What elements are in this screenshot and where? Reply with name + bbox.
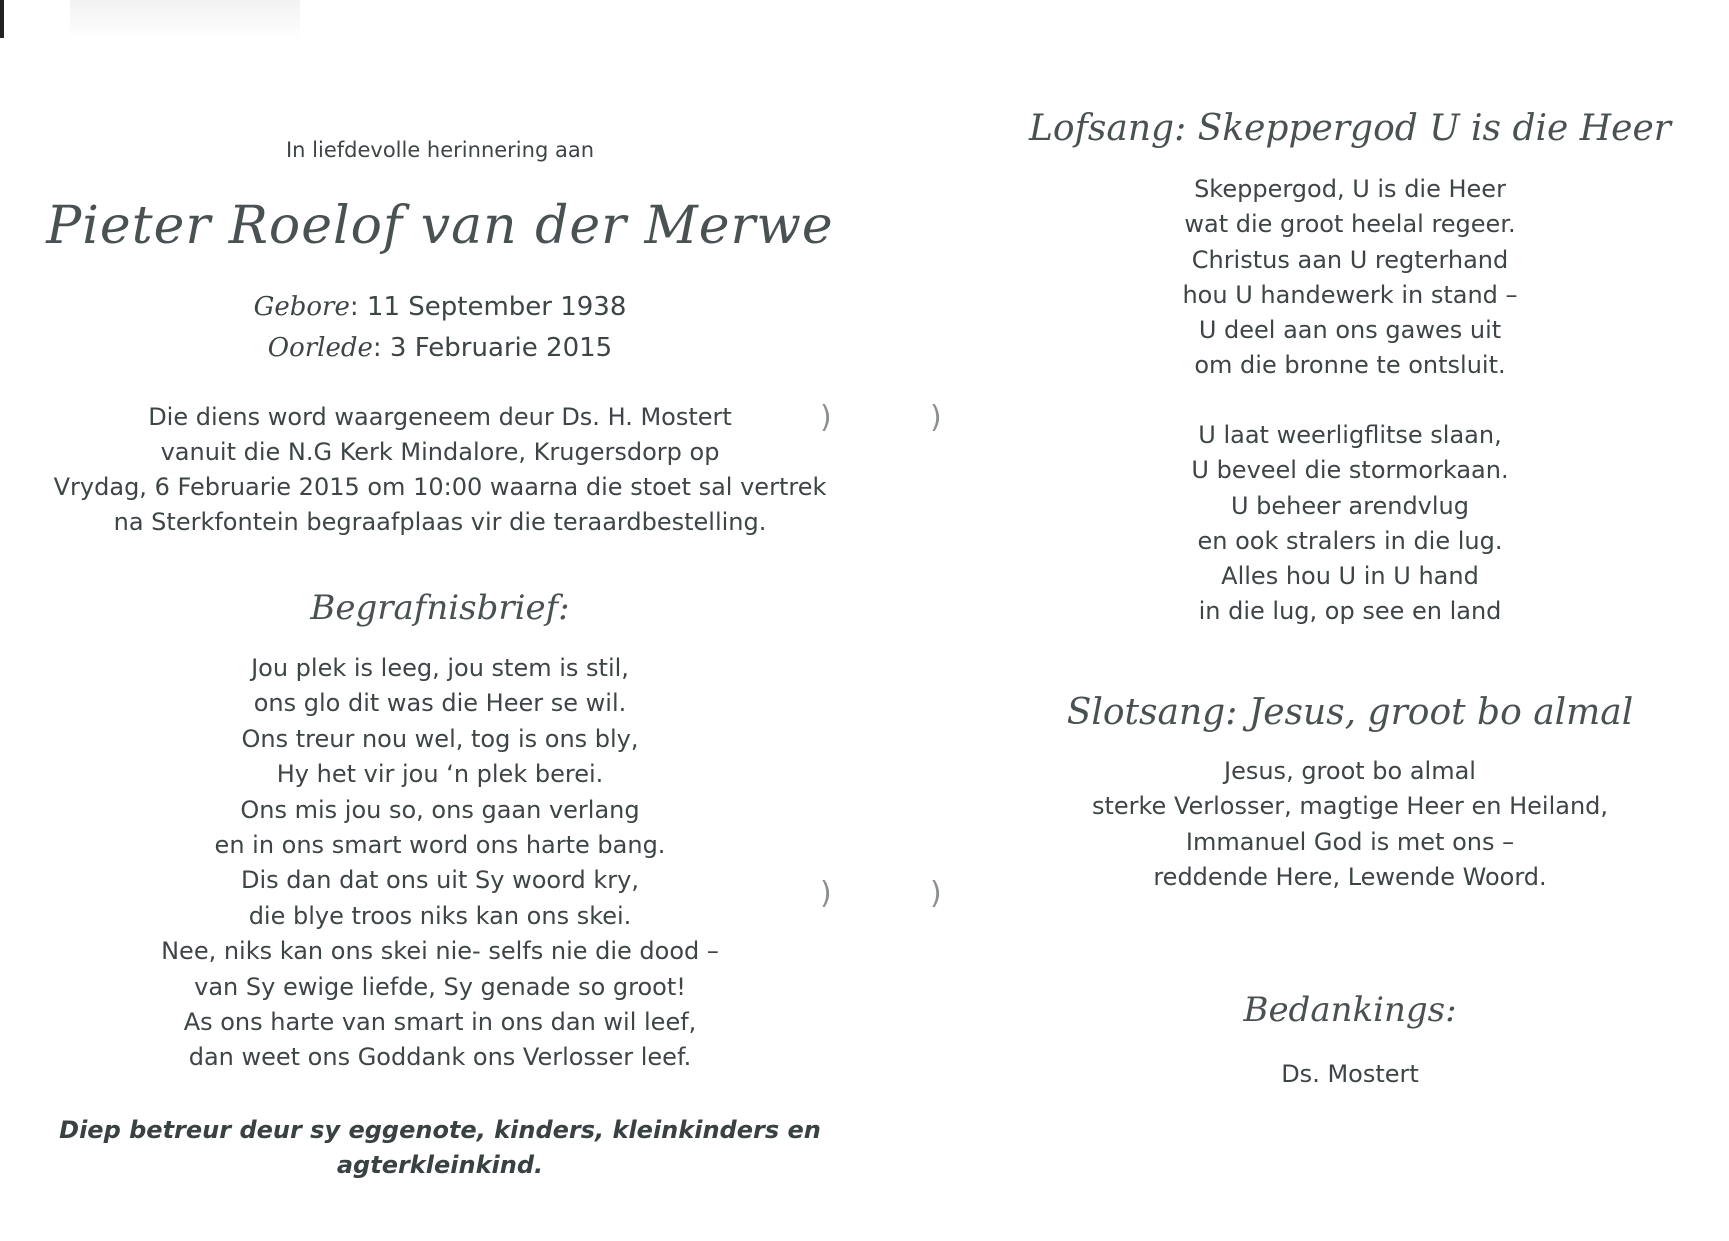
slotsang-heading: Slotsang: Jesus, groot bo almal — [1066, 692, 1634, 733]
begrafnisbrief-poem — [40, 651, 840, 1076]
poem-line: ons glo dit was die Heer se wil. — [253, 689, 627, 718]
fold-mark: ) — [930, 876, 942, 911]
born-label: Gebore — [253, 292, 350, 322]
scan-shade — [70, 0, 300, 40]
lofsang-line: om die bronne te ontsluit. — [1194, 351, 1506, 380]
poem-line: van Sy ewige liefde, Sy genade so groot! — [194, 972, 686, 1001]
poem-line: dan weet ons Goddank ons Verlosser leef. — [188, 1043, 692, 1072]
lofsang-line: in die lug, op see en land — [1198, 597, 1502, 626]
scan-edge — [0, 0, 4, 38]
deceased-name: Pieter Roelof van der Merwe — [46, 196, 834, 256]
poem-line: Hy het vir jou ‘n plek berei. — [276, 760, 604, 789]
fold-mark: ) — [930, 400, 942, 435]
born-line — [40, 287, 840, 328]
born-value: : 11 September 1938 — [349, 292, 627, 322]
slotsang-line: Immanuel God is met ons – — [1185, 827, 1515, 856]
lofsang-line: Christus aan U regterhand — [1191, 245, 1509, 274]
poem-line: Nee, niks kan ons skei nie- selfs nie die dood – — [161, 937, 719, 966]
poem-line: Ons treur nou wel, tog is ons bly, — [241, 724, 639, 753]
lofsang-line: U laat weerligflitse slaan, — [1198, 421, 1502, 449]
intro-text: In liefdevolle herinnering aan — [285, 138, 595, 162]
lofsang-line: hou U handewerk in stand – — [1182, 280, 1518, 309]
lofsang-line: Alles hou U in U hand — [1221, 562, 1479, 591]
lofsang-line: U beveel die stormorkaan. — [1191, 456, 1509, 485]
fold-mark: ) — [820, 876, 832, 911]
service-line: vanuit die N.G Kerk Mindalore, Krugersdorp op — [160, 438, 720, 466]
lofsang-line: wat die groot heelal regeer. — [1184, 210, 1516, 239]
begrafnisbrief-heading: Begrafnisbrief: — [310, 588, 570, 628]
lofsang-line: Skeppergod, U is die Heer — [1194, 175, 1506, 203]
died-value: : 3 Februarie 2015 — [372, 333, 613, 363]
poem-line: Ons mis jou so, ons gaan verlang — [240, 795, 640, 824]
thanks-text: Ds. Mostert — [1281, 1060, 1419, 1088]
poem-line: Jou plek is leeg, jou stem is stil, — [251, 654, 629, 682]
died-line — [40, 328, 840, 369]
slotsang-line: reddende Here, Lewende Woord. — [1153, 862, 1547, 891]
lofsang-heading: Lofsang: Skeppergod U is die Heer — [1029, 108, 1671, 149]
died-label: Oorlede — [267, 333, 373, 363]
lofsang-line: en ook stralers in die lug. — [1197, 526, 1503, 555]
service-details — [40, 400, 840, 540]
lofsang-verse-1 — [1010, 172, 1690, 384]
bedankings-heading: Bedankings: — [1243, 990, 1457, 1030]
mourners-line: Diep betreur deur sy eggenote, kinders, kleinkinders en — [59, 1116, 821, 1144]
poem-line: die blye troos niks kan ons skei. — [248, 901, 632, 930]
mourners-text — [40, 1113, 840, 1183]
poem-line: As ons harte van smart in ons dan wil leef, — [183, 1008, 697, 1037]
service-line: Vrydag, 6 Februarie 2015 om 10:00 waarna die stoet sal vertrek — [53, 473, 827, 501]
lofsang-line: U beheer arendvlug — [1230, 491, 1469, 520]
slotsang-line: Jesus, groot bo almal — [1224, 757, 1476, 785]
poem-line: Dis dan dat ons uit Sy woord kry, — [241, 866, 639, 895]
lofsang-line: U deel aan ons gawes uit — [1198, 316, 1502, 345]
poem-line: en in ons smart word ons harte bang. — [214, 831, 666, 860]
fold-mark: ) — [820, 400, 832, 435]
dates-block — [40, 287, 840, 369]
slotsang-verse — [1010, 754, 1690, 895]
lofsang-verse-2 — [1010, 418, 1690, 630]
service-line: na Sterkfontein begraafplaas vir die teraardbestelling. — [113, 508, 767, 536]
slotsang-line: sterke Verlosser, magtige Heer en Heiland, — [1091, 792, 1609, 821]
mourners-line: agterkleinkind. — [336, 1151, 544, 1179]
service-line: Die diens word waargeneem deur Ds. H. Mostert — [148, 403, 732, 431]
